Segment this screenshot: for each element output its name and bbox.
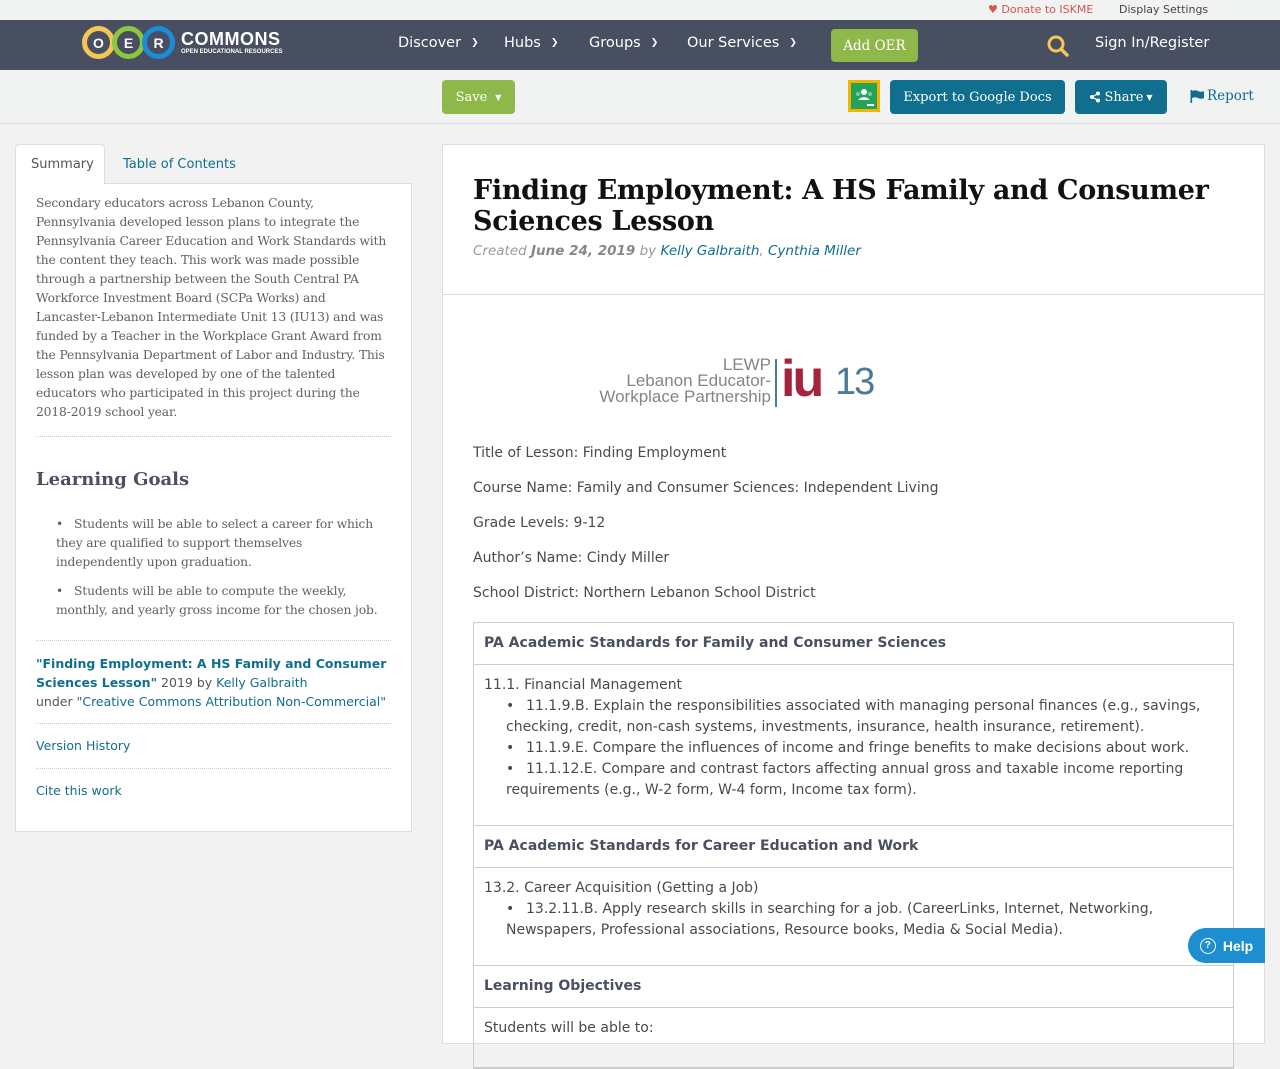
page-title: Finding Employment: A HS Family and Consumer Sciences Lesson xyxy=(473,175,1209,237)
table-header: PA Academic Standards for Career Education and Work xyxy=(474,826,1233,868)
resource-header xyxy=(443,145,1264,295)
learning-goal-text: Students will be able to compute the weekly, monthly, and yearly gross income for the chosen job. xyxy=(56,584,378,617)
learning-goal-item xyxy=(56,515,391,572)
logo-tagline: OPEN EDUCATIONAL RESOURCES xyxy=(181,48,283,55)
author-link[interactable]: Kelly Galbraith xyxy=(660,243,760,259)
standard-intro: 13.2. Career Acquisition (Getting a Job) xyxy=(484,880,759,896)
attribution-title-link[interactable]: "Finding Employment: A HS Family and Consumer Sciences Lesson" xyxy=(36,656,387,690)
standard-item xyxy=(506,899,1223,941)
chevron-down-icon: ❯ xyxy=(789,38,797,48)
lesson-info xyxy=(473,445,938,620)
standard-text: 11.1.9.B. Explain the responsibilities associated with managing personal finances (e.g., savings, checking, credit, non-cash systems, investments, insurance, health insurance, retirement). xyxy=(506,698,1201,735)
donate-link[interactable] xyxy=(988,3,1093,16)
resource-meta xyxy=(473,243,1234,259)
bullet-icon: • xyxy=(56,584,64,598)
sign-in-register-link[interactable]: Sign In/Register xyxy=(1095,35,1210,51)
resource-toolbar xyxy=(0,70,1280,124)
bullet-icon: • xyxy=(506,901,515,917)
table-cell xyxy=(474,1008,1233,1068)
summary-panel xyxy=(15,183,412,832)
attribution-year: 2019 by xyxy=(157,675,217,690)
save-label: Save xyxy=(455,89,488,105)
chevron-down-icon: ❯ xyxy=(550,38,559,48)
flag-icon xyxy=(1190,90,1204,103)
attribution-author-link[interactable]: Kelly Galbraith xyxy=(216,675,308,690)
display-settings-link[interactable]: Display Settings xyxy=(1119,3,1209,16)
lewp-line1: LEWP xyxy=(722,355,771,374)
lewp-text xyxy=(599,357,771,405)
search-button[interactable] xyxy=(1046,34,1070,58)
author-link[interactable]: Cynthia Miller xyxy=(768,243,861,259)
google-classroom-button[interactable] xyxy=(848,80,880,112)
nav-hubs[interactable] xyxy=(504,35,558,51)
lesson-title-line: Title of Lesson: Finding Employment xyxy=(473,445,727,461)
license-link[interactable]: "Creative Commons Attribution Non-Commercial" xyxy=(76,694,386,709)
iu-number: 13 xyxy=(835,361,874,403)
lewp-line2: Lebanon Educator- xyxy=(626,371,771,390)
by-label: by xyxy=(635,243,661,259)
share-button[interactable] xyxy=(1075,80,1167,114)
standard-intro: Students will be able to: xyxy=(484,1020,654,1036)
standard-intro: 11.1. Financial Management xyxy=(484,677,683,693)
learning-goal-text: Students will be able to select a career for which they are qualified to support themselves independently upon graduation. xyxy=(56,517,374,569)
search-icon xyxy=(1046,34,1070,58)
cite-this-work-link[interactable]: Cite this work xyxy=(36,783,122,798)
bullet-icon: • xyxy=(506,740,515,756)
report-link[interactable] xyxy=(1190,88,1254,104)
logo-wordmark xyxy=(181,30,282,56)
donate-label: Donate to ISKME xyxy=(1001,3,1094,16)
chevron-down-icon: ❯ xyxy=(471,38,479,48)
nav-our-services-label: Our Services xyxy=(687,35,780,51)
standards-table xyxy=(473,622,1234,1069)
standard-text: 13.2.11.B. Apply research skills in searching for a job. (CareerLinks, Internet, Networking, Newspapers, Professional associations, Resource books, Media & Social Media). xyxy=(506,901,1154,938)
utility-bar xyxy=(0,0,1280,20)
logo-ring-o: O xyxy=(82,26,115,59)
table-header: Learning Objectives xyxy=(474,966,1233,1008)
share-label: Share xyxy=(1104,89,1144,105)
help-button[interactable] xyxy=(1188,928,1265,963)
standard-text: 11.1.12.E. Compare and contrast factors affecting annual gross and taxable income reporting requirements (e.g., W-2 form, W-4 form, Income tax form). xyxy=(506,761,1184,798)
main-navbar xyxy=(0,20,1280,70)
lewp-line3: Workplace Partnership xyxy=(599,387,771,406)
attribution-block xyxy=(36,640,391,723)
learning-goals-list xyxy=(36,515,391,620)
iu-mark: iu xyxy=(781,350,822,408)
lewp-iu13-logo xyxy=(598,350,883,415)
sidebar-tabs xyxy=(15,144,412,184)
version-history-link[interactable]: Version History xyxy=(36,738,131,753)
version-history-row xyxy=(36,723,391,768)
table-cell xyxy=(474,665,1233,826)
tab-summary[interactable]: Summary xyxy=(15,144,105,184)
nav-hubs-label: Hubs xyxy=(504,35,541,51)
add-oer-button[interactable]: Add OER xyxy=(831,29,918,62)
grade-levels-line: Grade Levels: 9-12 xyxy=(473,515,606,531)
attribution-under: under xyxy=(36,694,77,709)
google-classroom-icon xyxy=(851,83,877,109)
nav-our-services[interactable] xyxy=(687,35,797,51)
standard-list xyxy=(484,899,1223,941)
caret-down-icon: ▼ xyxy=(1146,92,1153,102)
report-label: Report xyxy=(1207,88,1254,104)
author-name-line: Author’s Name: Cindy Miller xyxy=(473,550,670,566)
logo-divider xyxy=(775,359,777,407)
learning-goals-title: Learning Goals xyxy=(36,469,190,490)
export-google-docs-button[interactable]: Export to Google Docs xyxy=(890,80,1065,114)
standard-item xyxy=(506,738,1223,759)
standard-item xyxy=(506,696,1223,738)
learning-goal-item xyxy=(56,582,391,620)
nav-discover[interactable] xyxy=(398,35,479,51)
logo-ring-e: E xyxy=(112,26,145,59)
chevron-down-icon: ❯ xyxy=(650,38,659,48)
course-name-line: Course Name: Family and Consumer Sciences: Independent Living xyxy=(473,480,939,496)
bullet-icon: • xyxy=(56,517,64,531)
nav-groups-label: Groups xyxy=(589,35,641,51)
created-date: June 24, 2019 xyxy=(531,243,636,259)
standard-text: 11.1.9.E. Compare the influences of income and fringe benefits to make decisions about work. xyxy=(526,740,1190,756)
nav-groups[interactable] xyxy=(589,35,658,51)
share-icon xyxy=(1089,91,1101,103)
logo-ring-r: R xyxy=(142,26,175,59)
standard-item xyxy=(506,759,1223,801)
created-label: Created xyxy=(473,243,532,259)
summary-text: Secondary educators across Lebanon County, Pennsylvania developed lesson plans to integrate the Pennsylvania Career Education and Work Standards with the content they teach. This work was made possible through a partnership between the South Central PA Workforce Investment Board (SCPa Works) and Lancaster-Lebanon Intermediate Unit 13 (IU13) and was funded by a Teacher in the Workplace Grant Award from the Pennsylvania Department of Labor and Industry. This lesson plan was developed by one of the talented educators who participated in this project during the 2018-2019 school year. xyxy=(36,194,391,437)
bullet-icon: • xyxy=(506,761,515,777)
table-cell xyxy=(474,868,1233,966)
cite-row xyxy=(36,768,391,813)
save-button[interactable] xyxy=(442,80,515,114)
caret-down-icon: ▼ xyxy=(495,92,502,102)
resource-main-content xyxy=(442,144,1265,1044)
heart-icon: ♥ xyxy=(988,3,998,16)
help-label: Help xyxy=(1222,937,1254,954)
tab-table-of-contents[interactable]: Table of Contents xyxy=(123,156,236,172)
nav-discover-label: Discover xyxy=(398,35,462,51)
school-district-line: School District: Northern Lebanon School District xyxy=(473,585,816,601)
logo-wordmark-text: COMMONS xyxy=(181,28,281,49)
standard-list xyxy=(484,696,1223,801)
oer-commons-logo[interactable] xyxy=(82,26,282,59)
author-separator: , xyxy=(759,243,768,259)
bullet-icon: • xyxy=(506,698,515,714)
table-header: PA Academic Standards for Family and Consumer Sciences xyxy=(474,623,1233,665)
resource-sidebar xyxy=(15,144,412,832)
question-icon: ? xyxy=(1200,938,1216,954)
